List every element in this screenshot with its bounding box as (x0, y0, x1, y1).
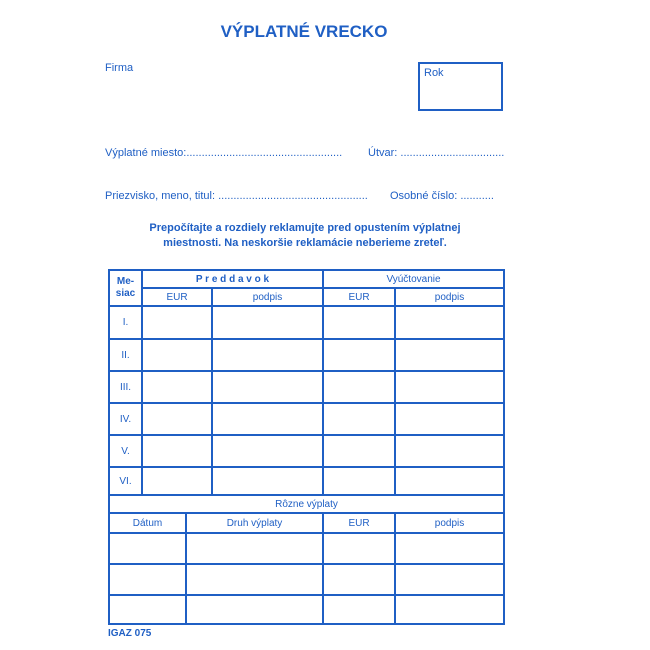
cell[interactable] (109, 533, 186, 564)
table-row (109, 403, 504, 435)
month-label: IV. (109, 403, 142, 435)
table-row (109, 533, 504, 564)
datum-header: Dátum (109, 513, 186, 533)
cell[interactable] (212, 371, 323, 403)
cell[interactable] (109, 595, 186, 624)
table-row (109, 595, 504, 624)
rok-box[interactable] (418, 62, 503, 111)
table-row (109, 371, 504, 403)
table-row (109, 435, 504, 467)
utvar-field[interactable]: Útvar: .................................. (368, 147, 505, 159)
cell[interactable] (395, 339, 504, 371)
cell[interactable] (142, 467, 212, 495)
cell[interactable] (212, 306, 323, 339)
form-title: VÝPLATNÉ VRECKO (220, 22, 388, 41)
rozne-vyplaty-header: Rôzne výplaty (109, 495, 504, 513)
cell[interactable] (323, 371, 395, 403)
podpis-header: podpis (395, 513, 504, 533)
cell[interactable] (142, 403, 212, 435)
mesiac-header: Me- siac (109, 270, 142, 306)
cell[interactable] (142, 435, 212, 467)
cell[interactable] (212, 403, 323, 435)
meno-field[interactable]: Priezvisko, meno, titul: ................................................. (105, 190, 368, 202)
cell[interactable] (323, 339, 395, 371)
cell[interactable] (323, 306, 395, 339)
podpis-header: podpis (395, 288, 504, 306)
cell[interactable] (395, 306, 504, 339)
cell[interactable] (323, 467, 395, 495)
cell[interactable] (142, 339, 212, 371)
cell[interactable] (323, 595, 395, 624)
firma-label: Firma (105, 62, 134, 74)
druh-vyplaty-header: Druh výplaty (186, 513, 323, 533)
eur-header: EUR (142, 288, 212, 306)
table-row (109, 467, 504, 495)
podpis-header: podpis (212, 288, 323, 306)
cell[interactable] (212, 467, 323, 495)
vyplatne-miesto-field[interactable]: Výplatné miesto:................................................... (105, 147, 343, 159)
table-row (109, 339, 504, 371)
cell[interactable] (395, 371, 504, 403)
form-code: IGAZ 075 (108, 628, 152, 639)
cell[interactable] (142, 371, 212, 403)
cell[interactable] (212, 435, 323, 467)
vyuctovanie-header: Vyúčtovanie (323, 270, 504, 288)
cell[interactable] (395, 467, 504, 495)
preddavok-header: P r e d d a v o k (142, 270, 323, 288)
cell[interactable] (323, 403, 395, 435)
cell[interactable] (323, 435, 395, 467)
cell[interactable] (212, 339, 323, 371)
table-row (109, 306, 504, 339)
cell[interactable] (395, 533, 504, 564)
month-label: II. (109, 339, 142, 371)
eur-header: EUR (323, 513, 395, 533)
osobne-cislo-field[interactable]: Osobné číslo: ........... (390, 190, 494, 202)
eur-header: EUR (323, 288, 395, 306)
cell[interactable] (395, 435, 504, 467)
notice-line-1: Prepočítajte a rozdiely reklamujte pred opustením výplatnej (149, 222, 461, 234)
cell[interactable] (395, 403, 504, 435)
rok-label: Rok (424, 67, 444, 79)
payment-table (108, 269, 505, 625)
cell[interactable] (395, 595, 504, 624)
month-label: VI. (109, 467, 142, 495)
month-label: III. (109, 371, 142, 403)
month-label: V. (109, 435, 142, 467)
table-row (109, 564, 504, 595)
month-label: I. (109, 306, 142, 339)
cell[interactable] (109, 564, 186, 595)
cell[interactable] (186, 564, 323, 595)
cell[interactable] (395, 564, 504, 595)
cell[interactable] (186, 595, 323, 624)
cell[interactable] (142, 306, 212, 339)
cell[interactable] (186, 533, 323, 564)
cell[interactable] (323, 533, 395, 564)
cell[interactable] (323, 564, 395, 595)
notice-line-2: miestnosti. Na neskoršie reklamácie neberieme zreteľ. (163, 237, 447, 249)
